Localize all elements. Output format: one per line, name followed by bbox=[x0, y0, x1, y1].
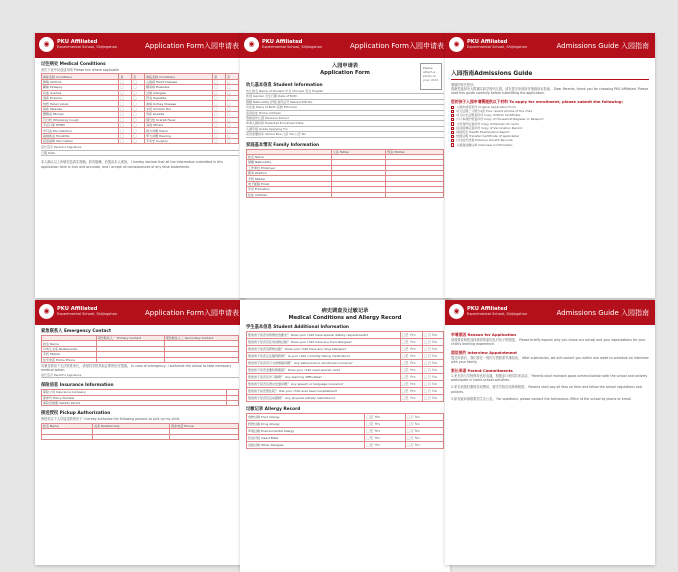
yes-checkbox[interactable]: □ bbox=[213, 85, 226, 90]
allergy-type: 其他过敏 Other Allergies bbox=[247, 442, 365, 449]
questions-table bbox=[246, 331, 444, 402]
table-row bbox=[247, 435, 444, 442]
checkbox-icon[interactable] bbox=[451, 131, 454, 134]
table-header: 病症名称 Conditions bbox=[42, 74, 119, 79]
table-row bbox=[247, 421, 444, 428]
father-cell[interactable] bbox=[331, 192, 385, 197]
form-field[interactable]: 幼儿姓名 Name of Student 中文 Chinese 英文 English bbox=[246, 89, 444, 94]
seal-icon: ◉ bbox=[39, 37, 54, 52]
allergy-title: 过敏记录 Allergy Record bbox=[246, 407, 301, 412]
table-header: 是 bbox=[119, 74, 132, 79]
signature-line[interactable] bbox=[41, 373, 239, 378]
intro-text: 感谢您选择北大附属实验学校幼儿园。请在提交申请前仔细阅读本指南。 Dear Parents, thank you for choosing PKU Affiliated. Please read this guide carefully before submitting the application. bbox=[451, 87, 649, 96]
yes-option[interactable]: □是 Yes bbox=[400, 332, 422, 339]
table-header: 否 bbox=[226, 74, 239, 79]
insurance-table bbox=[41, 389, 239, 406]
question-text: 您的孩子是否有运动限制？ Any physical activity restrictions? bbox=[247, 395, 401, 402]
form-field[interactable]: 家庭住址 Home Address bbox=[246, 111, 444, 116]
table-row bbox=[247, 192, 444, 197]
condition-name: 中耳炎 Ear Infection bbox=[42, 128, 119, 133]
brand-tagline: Experimental School, Shijingshan bbox=[57, 45, 118, 50]
value-cell[interactable] bbox=[226, 400, 238, 405]
condition-name: 癫痫 Epilepsy bbox=[42, 85, 119, 90]
no-option[interactable]: □否 No bbox=[422, 360, 443, 367]
no-checkbox[interactable]: □ bbox=[132, 106, 145, 111]
yes-checkbox[interactable]: □ bbox=[119, 139, 132, 144]
header-title: Application Form入园申请表 bbox=[350, 42, 444, 50]
table-row bbox=[247, 414, 444, 421]
yes-checkbox[interactable]: □ bbox=[213, 95, 226, 100]
yes-checkbox[interactable]: □ bbox=[213, 101, 226, 106]
yes-checkbox[interactable]: □ bbox=[119, 128, 132, 133]
yes-option[interactable]: □是 Yes bbox=[400, 339, 422, 346]
seal-icon: ◉ bbox=[449, 304, 464, 319]
no-checkbox[interactable]: □ bbox=[132, 85, 145, 90]
no-checkbox[interactable]: □ bbox=[226, 101, 239, 106]
question-text: 您的孩子是否需要特殊照顾？ Does your child need special care? bbox=[247, 367, 401, 374]
header-title: Admissions Guide 入园指南 bbox=[556, 42, 649, 50]
form-title-cn: 入园申请表 bbox=[332, 63, 358, 69]
row-label: 保险公司 Insurance Company bbox=[42, 390, 227, 395]
checkbox-icon[interactable] bbox=[451, 114, 454, 117]
header-title: Admissions Guide 入园指南 bbox=[556, 309, 649, 317]
no-option[interactable]: □否 No bbox=[405, 428, 443, 435]
brand-name: PKU Affiliated bbox=[262, 39, 303, 46]
no-option[interactable]: □否 No bbox=[405, 421, 443, 428]
header-title: Application Form入园申请表 bbox=[145, 42, 239, 50]
pickup-title: 接送授权 Pickup Authorization bbox=[41, 411, 111, 417]
page-admissions-guide bbox=[445, 33, 655, 298]
condition-name: 百日咳 Whooping Cough bbox=[42, 117, 119, 122]
brand-name: PKU Affiliated bbox=[467, 39, 508, 46]
form-field[interactable]: 曾就读幼儿园 Previous School bbox=[246, 116, 444, 121]
guide-section-title: 申请原因 Reason for Application bbox=[451, 332, 517, 337]
form-field[interactable]: 申请入园时间 Expected Enrolment Date bbox=[246, 121, 444, 126]
yes-option[interactable]: □是 Yes bbox=[400, 346, 422, 353]
table-row bbox=[247, 353, 444, 360]
row-label: 学历 Education bbox=[247, 187, 332, 192]
condition-name: 心脏病 Heart Disease bbox=[145, 79, 213, 84]
table-row bbox=[42, 139, 239, 144]
checkbox-icon[interactable] bbox=[451, 118, 454, 121]
yes-checkbox[interactable]: □ bbox=[213, 133, 226, 138]
page-application-form bbox=[240, 33, 450, 298]
no-checkbox[interactable]: □ bbox=[226, 128, 239, 133]
page-header bbox=[35, 300, 245, 325]
no-checkbox[interactable]: □ bbox=[132, 95, 145, 100]
guide-title: 入园指南Admissions Guide bbox=[451, 71, 533, 77]
table-header: 否 bbox=[132, 74, 145, 79]
no-option[interactable]: □否 No bbox=[422, 346, 443, 353]
additional-info-title: 学生基本信息 Student Additional Information bbox=[246, 325, 349, 330]
page-guide-policies bbox=[445, 300, 655, 565]
yes-checkbox[interactable]: □ bbox=[119, 112, 132, 117]
no-checkbox[interactable]: □ bbox=[132, 101, 145, 106]
table-row bbox=[247, 346, 444, 353]
page-header bbox=[445, 33, 655, 58]
condition-name: 腮腺炎 Mumps bbox=[42, 112, 119, 117]
student-info-title: 幼儿基本信息 Student Information bbox=[246, 83, 323, 88]
yes-checkbox[interactable]: □ bbox=[119, 101, 132, 106]
table-header: 病症名称 Conditions bbox=[145, 74, 213, 79]
no-checkbox[interactable]: □ bbox=[226, 106, 239, 111]
yes-checkbox[interactable]: □ bbox=[119, 85, 132, 90]
row-label: 保险有效期 Validity Period bbox=[42, 400, 227, 405]
table-row bbox=[247, 381, 444, 388]
form-field[interactable]: 国籍 Nationality 护照/身份证号 Passport/ID No. bbox=[246, 100, 444, 105]
parent-signature-label: 家长签字 Parent's Signature bbox=[41, 145, 82, 150]
checkbox-icon[interactable] bbox=[451, 122, 454, 125]
page-header bbox=[240, 33, 450, 58]
record-title-en: Medical Conditions and Allergy Record bbox=[288, 314, 402, 321]
no-checkbox[interactable]: □ bbox=[226, 112, 239, 117]
condition-name: 哮喘 Asthma bbox=[42, 79, 119, 84]
table-header: 姓名 Name bbox=[42, 423, 93, 428]
header-title: Application Form入园申请表 bbox=[145, 309, 239, 317]
table-row bbox=[247, 332, 444, 339]
condition-name: 视力问题 Vision bbox=[145, 128, 213, 133]
checklist-label: 以往成长档案 Previous Growth Records bbox=[456, 138, 513, 143]
date-label: 日期 Date bbox=[41, 150, 56, 155]
table-row bbox=[247, 428, 444, 435]
no-checkbox[interactable]: □ bbox=[226, 133, 239, 138]
question-text: 您的孩子是否有学习障碍？ Any learning difficulties? bbox=[247, 374, 401, 381]
page-emergency-contact bbox=[35, 300, 245, 565]
no-checkbox[interactable]: □ bbox=[132, 79, 145, 84]
title-divider bbox=[451, 79, 649, 80]
row-label: 保单号 Policy Number bbox=[42, 395, 227, 400]
section-note: 请在下表中勾选适用项 Please tick where applicable bbox=[41, 68, 120, 72]
question-text: 您的孩子是否有任何食物过敏？ Does your child have any food allergies? bbox=[247, 339, 401, 346]
table-row bbox=[247, 339, 444, 346]
question-text: 您的孩子是否有药物过敏？ Does your child have any drug allergies? bbox=[247, 346, 401, 353]
checklist-label: 户口本或护照复印件 Copy of Household Register or Passport bbox=[456, 117, 544, 122]
allergy-type: 昆虫叮咬 Insect Bites bbox=[247, 435, 365, 442]
question-text: 您的孩子是否有语言发展问题？ Any speech or language concerns? bbox=[247, 381, 401, 388]
condition-name: 贫血 Anemia bbox=[42, 90, 119, 95]
page-header bbox=[445, 300, 655, 325]
seal-icon: ◉ bbox=[39, 304, 54, 319]
brand-name: PKU Affiliated bbox=[57, 39, 98, 46]
table-header: 父亲 Father bbox=[331, 149, 385, 154]
checklist-label: 转园证明 Transfer Certificate (if applicable) bbox=[456, 134, 520, 139]
condition-name: 疫苗接种 Vaccination bbox=[42, 139, 119, 144]
pickup-note: 我授权以下人员接送我的孩子 I hereby authorize the following persons to pick up my child. bbox=[41, 417, 181, 422]
yes-option[interactable]: □是 Yes bbox=[365, 428, 405, 435]
brand-name: PKU Affiliated bbox=[467, 306, 508, 313]
no-checkbox[interactable]: □ bbox=[226, 139, 239, 144]
family-info-title: 家庭基本情况 Family Information bbox=[246, 142, 320, 148]
table-header: 紧急联系人二 Secondary Contact bbox=[164, 336, 238, 341]
table-header: 紧急联系人一 Primary Contact bbox=[96, 336, 164, 341]
yes-checkbox[interactable]: □ bbox=[213, 122, 226, 127]
checklist-item[interactable] bbox=[451, 143, 649, 147]
secondary-cell[interactable] bbox=[164, 357, 238, 362]
yes-checkbox[interactable]: □ bbox=[119, 117, 132, 122]
page-medical-record bbox=[240, 300, 450, 572]
row-label: 工作单位 Employer bbox=[247, 165, 332, 170]
yes-option[interactable]: □是 Yes bbox=[400, 367, 422, 374]
table-row bbox=[247, 442, 444, 449]
family-table bbox=[246, 149, 444, 199]
photo-box[interactable]: Please attach a photo of your child bbox=[420, 63, 442, 90]
allergy-table bbox=[246, 413, 444, 449]
guide-section-text: 1.家长须与学校保持良好沟通，积极参与家园共育活动。 Parents shall maintain good communication with the school and actively participate in home-school activities. bbox=[451, 373, 648, 383]
brand-tagline: Experimental School, Shijingshan bbox=[467, 312, 528, 317]
yes-checkbox[interactable]: □ bbox=[119, 90, 132, 95]
guide-section-title: 家长承诺 Parent Commitments bbox=[451, 367, 513, 373]
no-checkbox[interactable]: □ bbox=[132, 122, 145, 127]
emergency-note: 若紧急情况下无法联系家长，请授权学校采取必要的医疗措施。 In case of emergency, I authorize the school to take necessary medical action. bbox=[41, 363, 232, 373]
table-header: 是 bbox=[213, 74, 226, 79]
condition-name: 其他 Others bbox=[145, 122, 213, 127]
condition-name: 结核 Tuberculosis bbox=[42, 101, 119, 106]
yes-option[interactable]: □是 Yes bbox=[400, 395, 422, 402]
checklist-label: 幼儿近期二寸照片4张 Four recent photos of the child bbox=[456, 109, 533, 114]
no-checkbox[interactable]: □ bbox=[226, 90, 239, 95]
checklist-label: 入园申请表原件 Original Application Form bbox=[456, 104, 517, 109]
yes-checkbox[interactable]: □ bbox=[213, 90, 226, 95]
question-text: 您的孩子是否有特殊饮食要求？ Does your child have special dietary requirements? bbox=[247, 332, 401, 339]
no-option[interactable]: □否 No bbox=[422, 395, 443, 402]
condition-name: 湿疹 Eczema bbox=[42, 95, 119, 100]
condition-name: 风疹 Rubella bbox=[145, 112, 213, 117]
question-text: 您的孩子是否曾住院？ Has your child ever been hospitalized? bbox=[247, 388, 401, 395]
table-header: 母亲 Mother bbox=[386, 149, 444, 154]
no-option[interactable]: □否 No bbox=[422, 388, 443, 395]
row-label: 电子邮箱 Email bbox=[247, 181, 332, 186]
date-line[interactable] bbox=[41, 151, 239, 156]
page-header bbox=[35, 33, 245, 58]
no-checkbox[interactable]: □ bbox=[226, 79, 239, 84]
checklist-title: 您的孩子入园申请需提供以下材料 To apply for enrollment, please submit the following: bbox=[451, 98, 624, 104]
no-checkbox[interactable]: □ bbox=[132, 128, 145, 133]
row-label: 手机 Mobile bbox=[42, 352, 97, 357]
table-row bbox=[42, 357, 239, 362]
emergency-table bbox=[41, 335, 239, 363]
row-label: 住址 Address bbox=[247, 192, 332, 197]
question-text: 您的孩子是否正在服用药物？ Is your child currently taking medication? bbox=[247, 353, 401, 360]
no-option[interactable]: □否 No bbox=[405, 414, 443, 421]
table-row bbox=[247, 367, 444, 374]
yes-option[interactable]: □是 Yes bbox=[400, 374, 422, 381]
greeting: 尊敬的家长您好： bbox=[451, 82, 477, 87]
yes-checkbox[interactable]: □ bbox=[119, 133, 132, 138]
checklist-label: 入园面谈确认单 Interview Confirmation bbox=[456, 142, 513, 147]
condition-name: 麻疹 Measles bbox=[42, 106, 119, 111]
yes-option[interactable]: □是 Yes bbox=[400, 360, 422, 367]
guide-section-text: 3.如有疑问请联系招生办公室。 For questions, please contact the Admissions Office at the school by phone or email. bbox=[451, 397, 632, 402]
no-checkbox[interactable]: □ bbox=[226, 85, 239, 90]
yes-option[interactable]: □是 Yes bbox=[400, 388, 422, 395]
no-checkbox[interactable]: □ bbox=[226, 117, 239, 122]
no-checkbox[interactable]: □ bbox=[132, 117, 145, 122]
row-label: 国籍 Nationality bbox=[247, 160, 332, 165]
form-title-en: Application Form bbox=[320, 69, 370, 76]
primary-cell[interactable] bbox=[96, 357, 164, 362]
seal-icon: ◉ bbox=[244, 37, 259, 52]
signature-label: 家长签字 Parent's Signature bbox=[41, 372, 82, 377]
condition-name: 扁桃体炎 Tonsillitis bbox=[42, 133, 119, 138]
form-field[interactable]: 性别 Gender 出生日期 Date of Birth bbox=[246, 94, 444, 99]
no-option[interactable]: □否 No bbox=[405, 435, 443, 442]
row-label: 手机 Mobile bbox=[247, 176, 332, 181]
allergy-type: 食物过敏 Food Allergy bbox=[247, 414, 365, 421]
guide-section-title: 面谈预约 Interview Appointment bbox=[451, 349, 517, 355]
yes-option[interactable]: □是 Yes bbox=[400, 353, 422, 360]
allergy-type: 环境过敏 Environmental Allergy bbox=[247, 428, 365, 435]
yes-checkbox[interactable]: □ bbox=[213, 139, 226, 144]
yes-checkbox[interactable]: □ bbox=[119, 122, 132, 127]
condition-name: 过敏 Allergies bbox=[145, 90, 213, 95]
checkbox-icon[interactable] bbox=[451, 135, 454, 138]
school-logo bbox=[449, 304, 527, 319]
yes-option[interactable]: □是 Yes bbox=[365, 414, 405, 421]
table-row bbox=[247, 374, 444, 381]
insurance-title: 保险信息 Insurance Information bbox=[41, 383, 114, 389]
school-logo bbox=[39, 37, 117, 52]
table-header: 关系 Relationship bbox=[93, 423, 170, 428]
condition-name: 肝炎 Hepatitis bbox=[145, 95, 213, 100]
section-title: 过往病史 Medical Conditions bbox=[41, 62, 106, 67]
yes-option[interactable]: □是 Yes bbox=[400, 381, 422, 388]
no-checkbox[interactable]: □ bbox=[132, 112, 145, 117]
condition-name: 猩红热 Scarlet Fever bbox=[145, 117, 213, 122]
table-header: 联系电话 Phone bbox=[170, 423, 239, 428]
brand-name: PKU Affiliated bbox=[57, 306, 98, 313]
question-text: 您的孩子是否有行为或情绪问题？ Any behavioral or emotional concerns? bbox=[247, 360, 401, 367]
yes-checkbox[interactable]: □ bbox=[213, 79, 226, 84]
brand-tagline: Experimental School, Shijingshan bbox=[57, 312, 118, 317]
no-option[interactable]: □否 No bbox=[422, 353, 443, 360]
guide-section-text: 请简要说明您选择我园的原因及对孩子的期望。 Please briefly explain why you chose our school and your expectations for your child's learning experience. bbox=[451, 338, 646, 347]
row-label: 姓名 Name bbox=[42, 341, 97, 346]
table-row bbox=[247, 395, 444, 402]
seal-icon: ◉ bbox=[449, 37, 464, 52]
form-field[interactable]: 入园年级 Grade Applying For bbox=[246, 127, 444, 132]
yes-checkbox[interactable]: □ bbox=[213, 128, 226, 133]
brand-tagline: Experimental School, Shijingshan bbox=[262, 45, 323, 50]
condition-name: 肾病 Kidney Disease bbox=[145, 101, 213, 106]
no-option[interactable]: □否 No bbox=[422, 367, 443, 374]
no-option[interactable]: □否 No bbox=[422, 339, 443, 346]
no-checkbox[interactable]: □ bbox=[132, 90, 145, 95]
form-field[interactable]: 出生地 Place of Birth 民族 Ethnicity bbox=[246, 105, 444, 110]
pickup-table bbox=[41, 423, 239, 440]
table-row bbox=[42, 400, 239, 405]
no-option[interactable]: □否 No bbox=[405, 442, 443, 449]
checkbox-icon[interactable] bbox=[451, 139, 454, 142]
row-label: 与幼儿关系 Relationship bbox=[42, 346, 97, 351]
row-label: 职务 Position bbox=[247, 171, 332, 176]
checkbox-icon[interactable] bbox=[451, 110, 454, 113]
checkbox-icon[interactable] bbox=[451, 143, 454, 146]
yes-option[interactable]: □是 Yes bbox=[365, 421, 405, 428]
no-checkbox[interactable]: □ bbox=[226, 95, 239, 100]
yes-checkbox[interactable]: □ bbox=[213, 117, 226, 122]
condition-name: 手术史 Surgery bbox=[145, 139, 213, 144]
yes-checkbox[interactable]: □ bbox=[213, 106, 226, 111]
no-checkbox[interactable]: □ bbox=[132, 139, 145, 144]
emergency-title: 紧急联系人 Emergency Contact bbox=[41, 329, 112, 334]
no-option[interactable]: □否 No bbox=[422, 381, 443, 388]
declaration-text: 本人确认以上所填信息真实准确。如有隐瞒，后果由本人承担。 I hereby declare that all the information submitted in this application form is true and accurate, and I accept all consequences of any false statements. bbox=[41, 160, 223, 169]
checklist-label: 体检报告 Health Examination Report bbox=[456, 130, 510, 135]
no-checkbox[interactable]: □ bbox=[132, 133, 145, 138]
checklist-label: 幼儿出生证明复印件 Copy of Birth Certificate bbox=[456, 113, 521, 118]
yes-checkbox[interactable]: □ bbox=[213, 112, 226, 117]
yes-checkbox[interactable]: □ bbox=[119, 106, 132, 111]
checkbox-icon[interactable] bbox=[451, 127, 454, 130]
school-logo bbox=[449, 37, 527, 52]
yes-option[interactable]: □是 Yes bbox=[365, 442, 405, 449]
no-option[interactable]: □否 No bbox=[422, 374, 443, 381]
checklist-label: 父母身份证复印件 Copy of Parents' ID cards bbox=[456, 121, 519, 126]
yes-option[interactable]: □是 Yes bbox=[365, 435, 405, 442]
no-option[interactable]: □否 No bbox=[422, 332, 443, 339]
condition-name: 水痘 Chicken Pox bbox=[145, 106, 213, 111]
row-label: 住宅电话 Home Phone bbox=[42, 357, 97, 362]
form-field[interactable]: 是否需要校车 School Bus □是 Yes □否 No bbox=[246, 132, 444, 137]
condition-name: 听力问题 Hearing bbox=[145, 133, 213, 138]
condition-name: 手足口病 HFMD bbox=[42, 122, 119, 127]
mother-cell[interactable] bbox=[386, 192, 444, 197]
page-medical-conditions bbox=[35, 33, 245, 298]
yes-checkbox[interactable]: □ bbox=[119, 95, 132, 100]
row-label: 姓名 Name bbox=[247, 154, 332, 159]
yes-checkbox[interactable]: □ bbox=[119, 79, 132, 84]
school-logo bbox=[39, 304, 117, 319]
table-row bbox=[247, 388, 444, 395]
table-row bbox=[247, 360, 444, 367]
record-title-cn: 病史调查及过敏记录 bbox=[321, 308, 369, 314]
no-checkbox[interactable]: □ bbox=[226, 122, 239, 127]
school-logo bbox=[244, 37, 322, 52]
guide-section-text: 提交申请后，我们将在一周内与您联系安排面谈。 After submission, we will contact you within one week to schedule an interview with your family. bbox=[451, 355, 649, 365]
checkbox-icon[interactable] bbox=[451, 106, 454, 109]
condition-name: 糖尿病 Diabetes bbox=[145, 85, 213, 90]
medical-table bbox=[41, 73, 239, 144]
guide-section-text: 2.家长须按时缴纳各项费用，遵守学校各项规章制度。 Parents shall pay all fees on time and follow the school regulations and policies. bbox=[451, 385, 642, 394]
allergy-type: 药物过敏 Drug Allergy bbox=[247, 421, 365, 428]
checklist-label: 疫苗接种证复印件 Copy of Vaccination Record bbox=[456, 125, 523, 130]
brand-tagline: Experimental School, Shijingshan bbox=[467, 45, 528, 50]
